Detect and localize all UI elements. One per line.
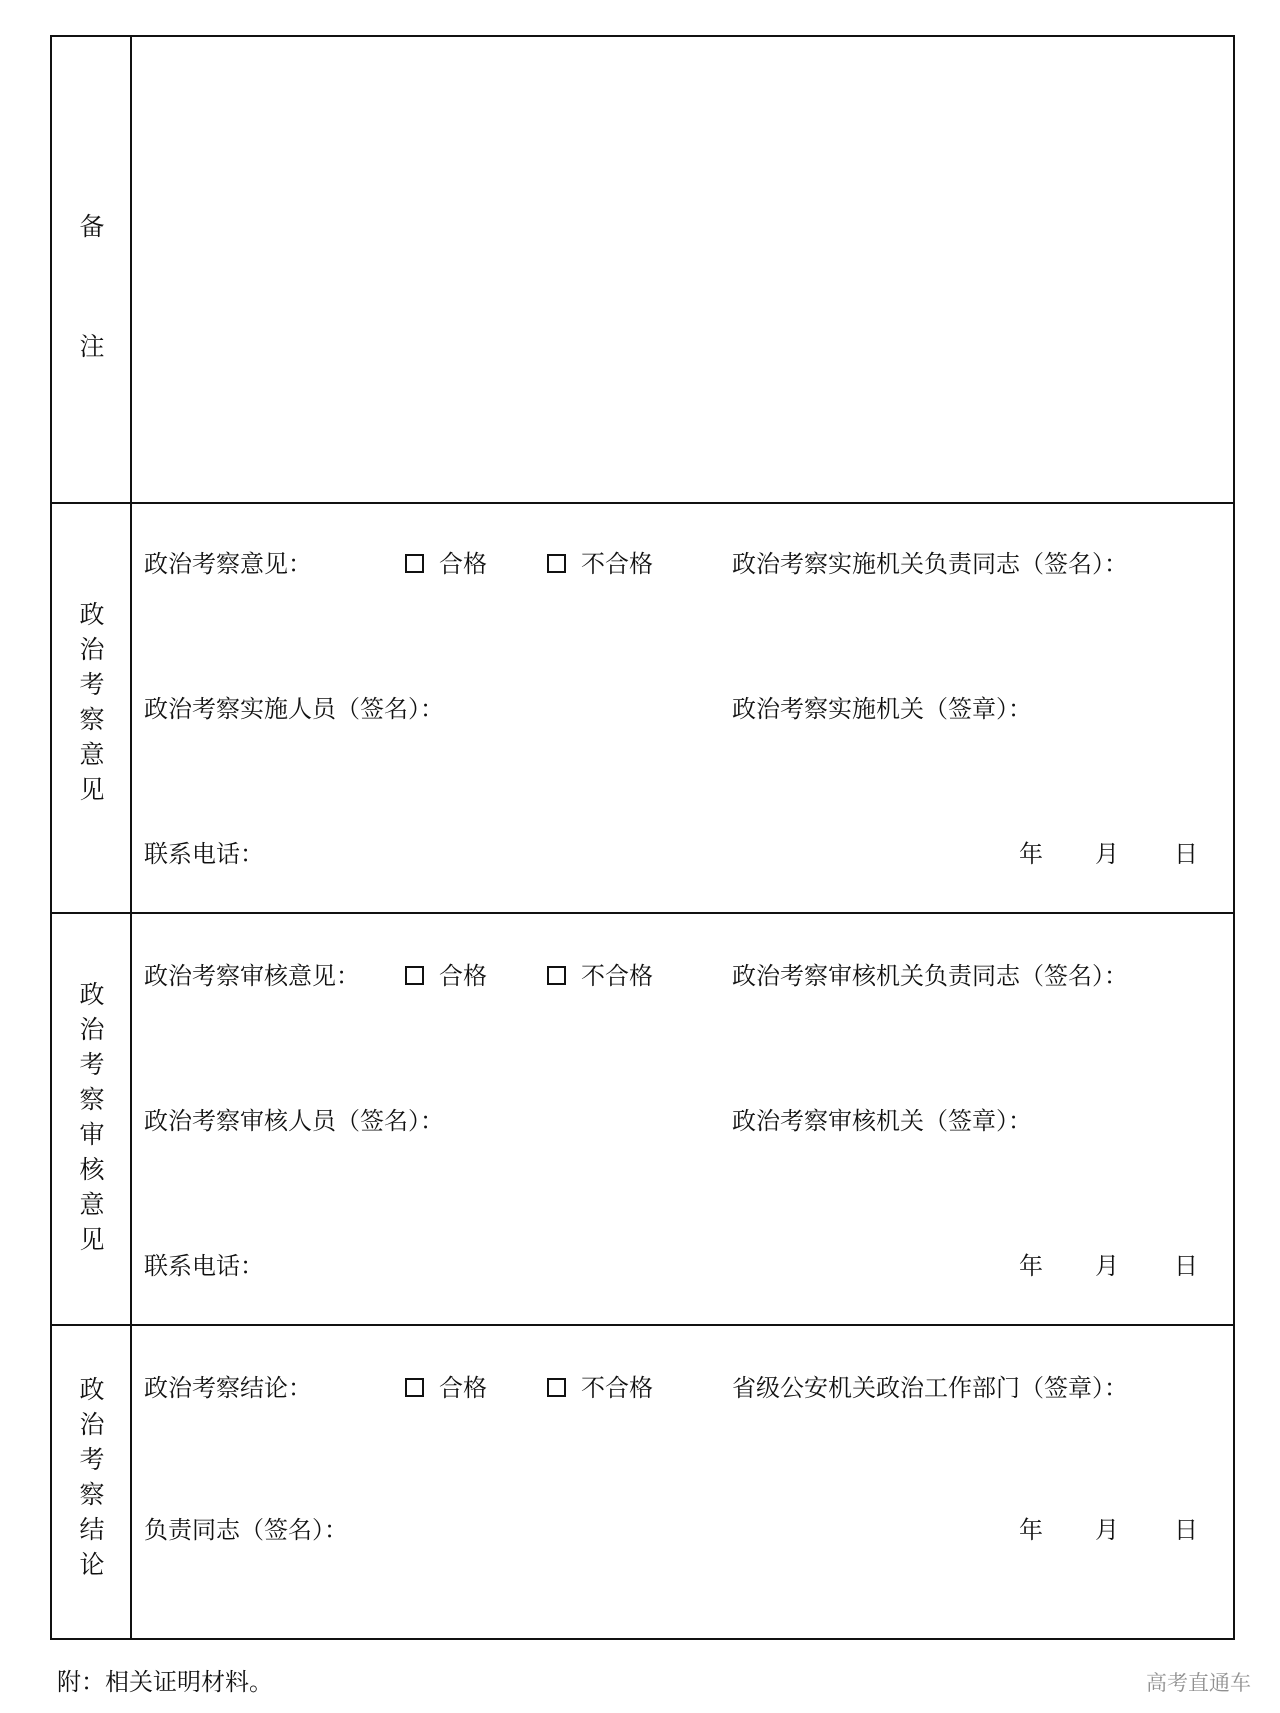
section1-label-char: 考	[79, 670, 105, 699]
section3-label-char: 治	[79, 1410, 105, 1439]
section2-fail-checkbox[interactable]	[547, 966, 566, 985]
section1-pass-checkbox[interactable]	[405, 554, 424, 573]
section3-label-char: 结	[79, 1515, 105, 1544]
section3-label-char: 察	[79, 1480, 105, 1509]
attachment-note: 附：相关证明材料。	[57, 1668, 273, 1696]
section2-phone: 联系电话：	[144, 1252, 264, 1280]
section2-label-char: 见	[79, 1225, 105, 1254]
remarks-label-top: 备	[79, 212, 105, 241]
section3-leader-signature: 负责同志（签名）：	[144, 1516, 348, 1544]
section3-label-char: 政	[79, 1375, 105, 1404]
remarks-label-bottom: 注	[79, 332, 105, 361]
section2-year: 年	[1019, 1252, 1043, 1280]
section1-label-char: 政	[79, 600, 105, 629]
row-divider	[52, 1324, 1233, 1326]
section2-label-char: 考	[79, 1050, 105, 1079]
section3-label-char: 考	[79, 1445, 105, 1474]
section1-fail-label: 不合格	[581, 550, 653, 578]
section2-label-char: 核	[79, 1155, 105, 1184]
section1-pass-label: 合格	[439, 550, 487, 578]
section2-org-seal: 政治考察审核机关（签章）：	[732, 1107, 1032, 1135]
review-form-table	[50, 35, 1235, 1640]
section3-day: 日	[1174, 1516, 1198, 1544]
section1-label-char: 见	[79, 775, 105, 804]
section3-label-char: 论	[79, 1550, 105, 1579]
section2-label-char: 察	[79, 1085, 105, 1114]
section1-year: 年	[1019, 840, 1043, 868]
section3-dept-seal: 省级公安机关政治工作部门（签章）：	[732, 1374, 1128, 1402]
section1-org-seal: 政治考察实施机关（签章）：	[732, 695, 1032, 723]
section2-pass-label: 合格	[439, 962, 487, 990]
section3-pass-checkbox[interactable]	[405, 1378, 424, 1397]
section2-leader-signature: 政治考察审核机关负责同志（签名）：	[732, 962, 1128, 990]
section1-fail-checkbox[interactable]	[547, 554, 566, 573]
section1-label-char: 意	[79, 740, 105, 769]
section2-label-char: 审	[79, 1120, 105, 1149]
row-divider	[52, 502, 1233, 504]
section1-opinion-label: 政治考察意见：	[144, 550, 312, 578]
section1-day: 日	[1174, 840, 1198, 868]
section3-pass-label: 合格	[439, 1374, 487, 1402]
section3-fail-checkbox[interactable]	[547, 1378, 566, 1397]
section2-opinion-label: 政治考察审核意见：	[144, 962, 360, 990]
section2-label-char: 治	[79, 1015, 105, 1044]
section3-label	[52, 1372, 132, 1582]
section1-staff-signature: 政治考察实施人员（签名）：	[144, 695, 444, 723]
section1-month: 月	[1095, 840, 1119, 868]
watermark: 高考直通车	[1146, 1671, 1251, 1695]
section3-month: 月	[1095, 1516, 1119, 1544]
section2-label-char: 政	[79, 980, 105, 1009]
section2-pass-checkbox[interactable]	[405, 966, 424, 985]
section2-label-char: 意	[79, 1190, 105, 1219]
section1-label-char: 治	[79, 635, 105, 664]
section2-staff-signature: 政治考察审核人员（签名）：	[144, 1107, 444, 1135]
section1-label	[52, 597, 132, 807]
section3-conclusion-label: 政治考察结论：	[144, 1374, 312, 1402]
section2-day: 日	[1174, 1252, 1198, 1280]
section2-fail-label: 不合格	[581, 962, 653, 990]
section3-fail-label: 不合格	[581, 1374, 653, 1402]
section1-phone: 联系电话：	[144, 840, 264, 868]
section1-leader-signature: 政治考察实施机关负责同志（签名）：	[732, 550, 1128, 578]
section2-label	[52, 977, 132, 1257]
section2-month: 月	[1095, 1252, 1119, 1280]
row-divider	[52, 912, 1233, 914]
section1-label-char: 察	[79, 705, 105, 734]
section3-year: 年	[1019, 1516, 1043, 1544]
